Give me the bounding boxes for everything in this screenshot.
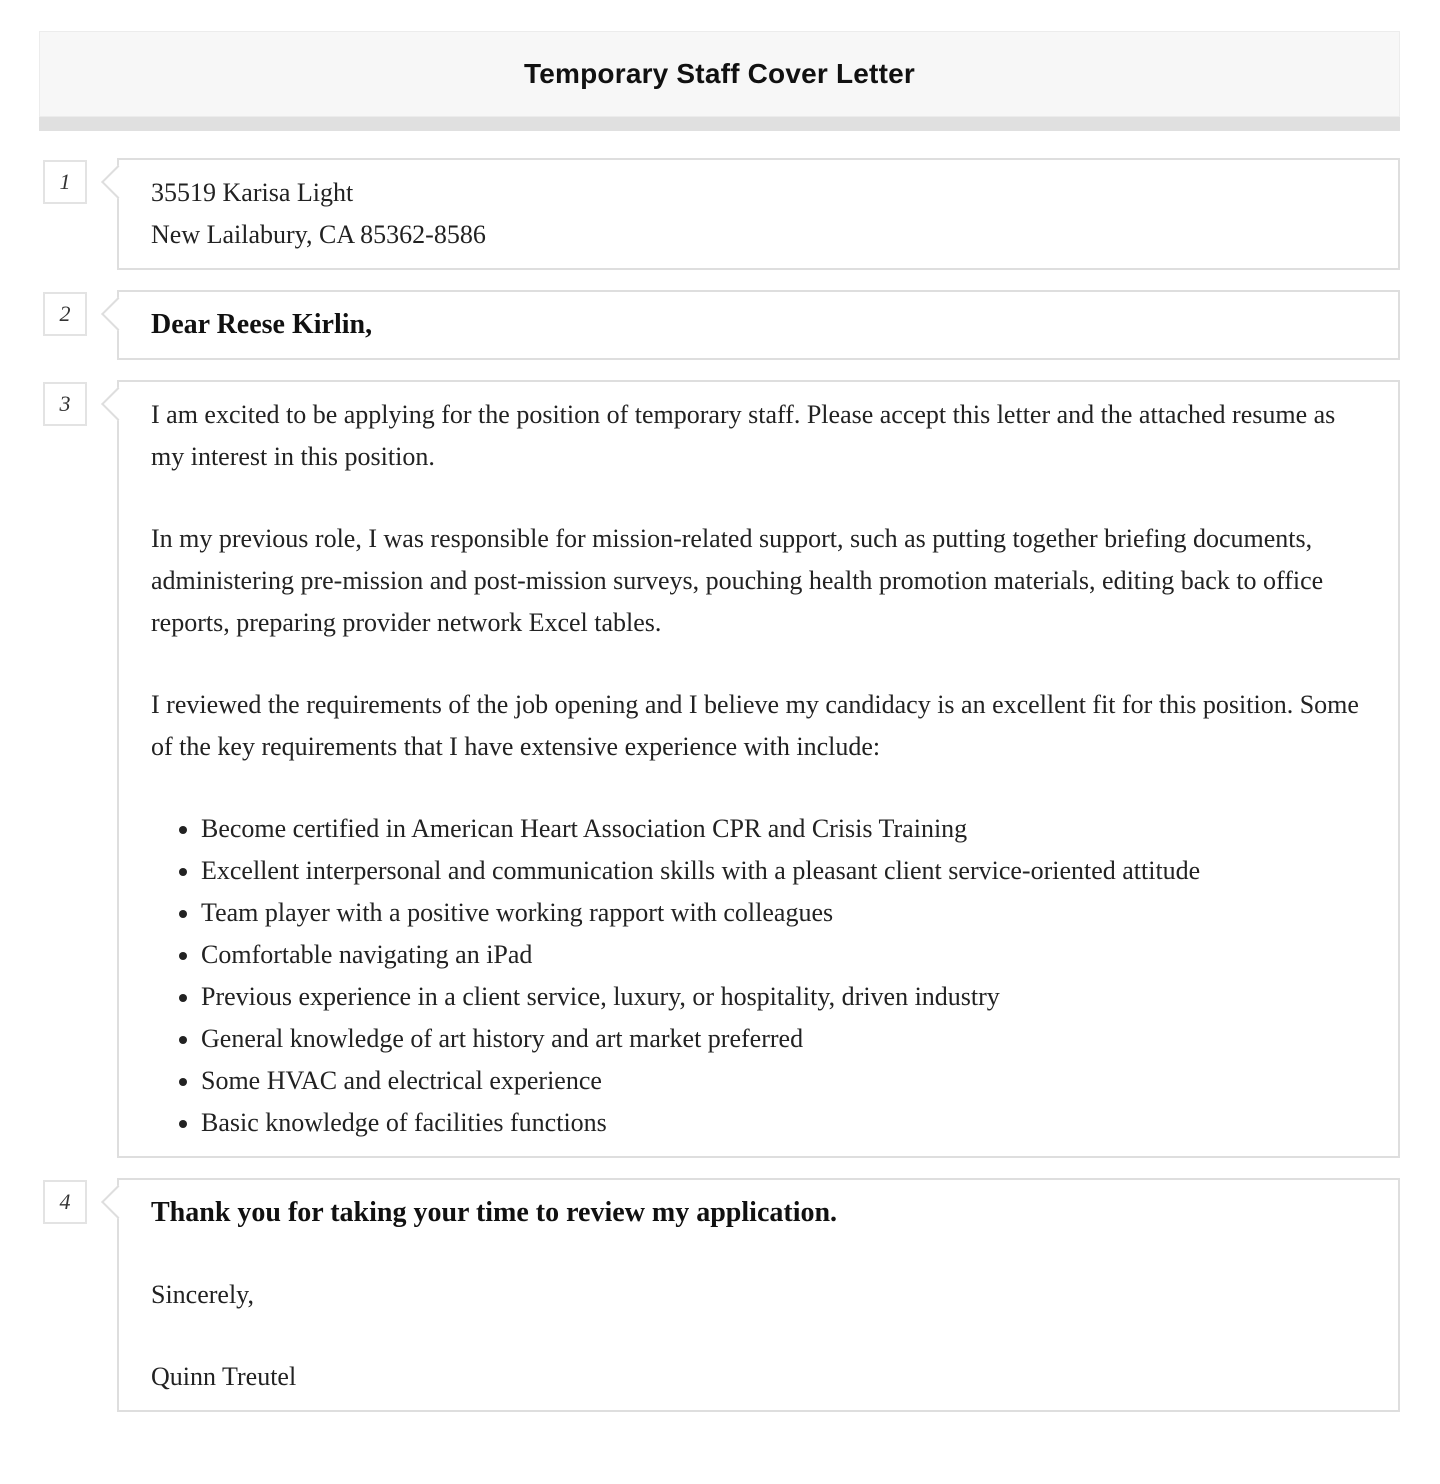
section-number-badge: 3	[43, 382, 87, 426]
requirements-list	[151, 808, 1366, 1144]
closing-thanks-text: Thank you for taking your time to review my application.	[151, 1197, 838, 1228]
requirement-item: • Become certified in American Heart Association CPR and Crisis Training	[201, 808, 1366, 850]
closing-signature: Quinn Treutel	[151, 1362, 297, 1391]
bubble-notch-icon	[101, 165, 135, 199]
body-paragraph-3: I reviewed the requirements of the job opening and I believe my candidacy is an excellent fit for this position. Some of the key requirements that I have extensive experience with include:	[151, 690, 1359, 761]
closing-signoff: Sincerely,	[151, 1280, 254, 1309]
salutation-bubble	[117, 290, 1400, 360]
body-paragraph-2: In my previous role, I was responsible for mission-related support, such as putting together briefing documents, administering pre-mission and post-mission surveys, pouching health promotion materials, editing back to office reports, preparing provider network Excel tables.	[151, 524, 1324, 637]
requirement-item: • Excellent interpersonal and communication skills with a pleasant client service-oriented attitude	[201, 850, 1366, 892]
section-number-badge: 2	[43, 292, 87, 336]
requirement-item: • Previous experience in a client service, luxury, or hospitality, driven industry	[201, 976, 1366, 1018]
section-letter-body	[43, 380, 1400, 1158]
bubble-notch-icon	[101, 1185, 135, 1219]
sender-address-bubble	[117, 158, 1400, 270]
page-title: Temporary Staff Cover Letter	[524, 58, 915, 89]
requirement-item: • Basic knowledge of facilities functions	[201, 1102, 1366, 1144]
salutation-text: Dear Reese Kirlin,	[151, 309, 373, 340]
body-paragraph-1: I am excited to be applying for the position of temporary staff. Please accept this letter and the attached resume as my interest in this position.	[151, 400, 1336, 471]
requirement-item: • Some HVAC and electrical experience	[201, 1060, 1366, 1102]
requirement-item: • Team player with a positive working rapport with colleagues	[201, 892, 1366, 934]
letter-body-bubble	[117, 380, 1400, 1158]
requirement-item: • Comfortable navigating an iPad	[201, 934, 1366, 976]
sender-address-line-1: 35519 Karisa Light	[151, 178, 354, 207]
header-shadow-bar	[39, 117, 1400, 131]
section-number-badge: 1	[43, 160, 87, 204]
sender-address-line-2: New Lailabury, CA 85362-8586	[151, 220, 486, 249]
bubble-notch-icon	[101, 387, 135, 421]
bubble-notch-icon	[101, 297, 135, 331]
section-salutation	[43, 290, 1400, 360]
section-closing	[43, 1178, 1400, 1412]
section-number-badge: 4	[43, 1180, 87, 1224]
closing-bubble	[117, 1178, 1400, 1412]
page-header	[39, 31, 1400, 117]
section-sender-address	[43, 158, 1400, 270]
requirement-item: • General knowledge of art history and art market preferred	[201, 1018, 1366, 1060]
